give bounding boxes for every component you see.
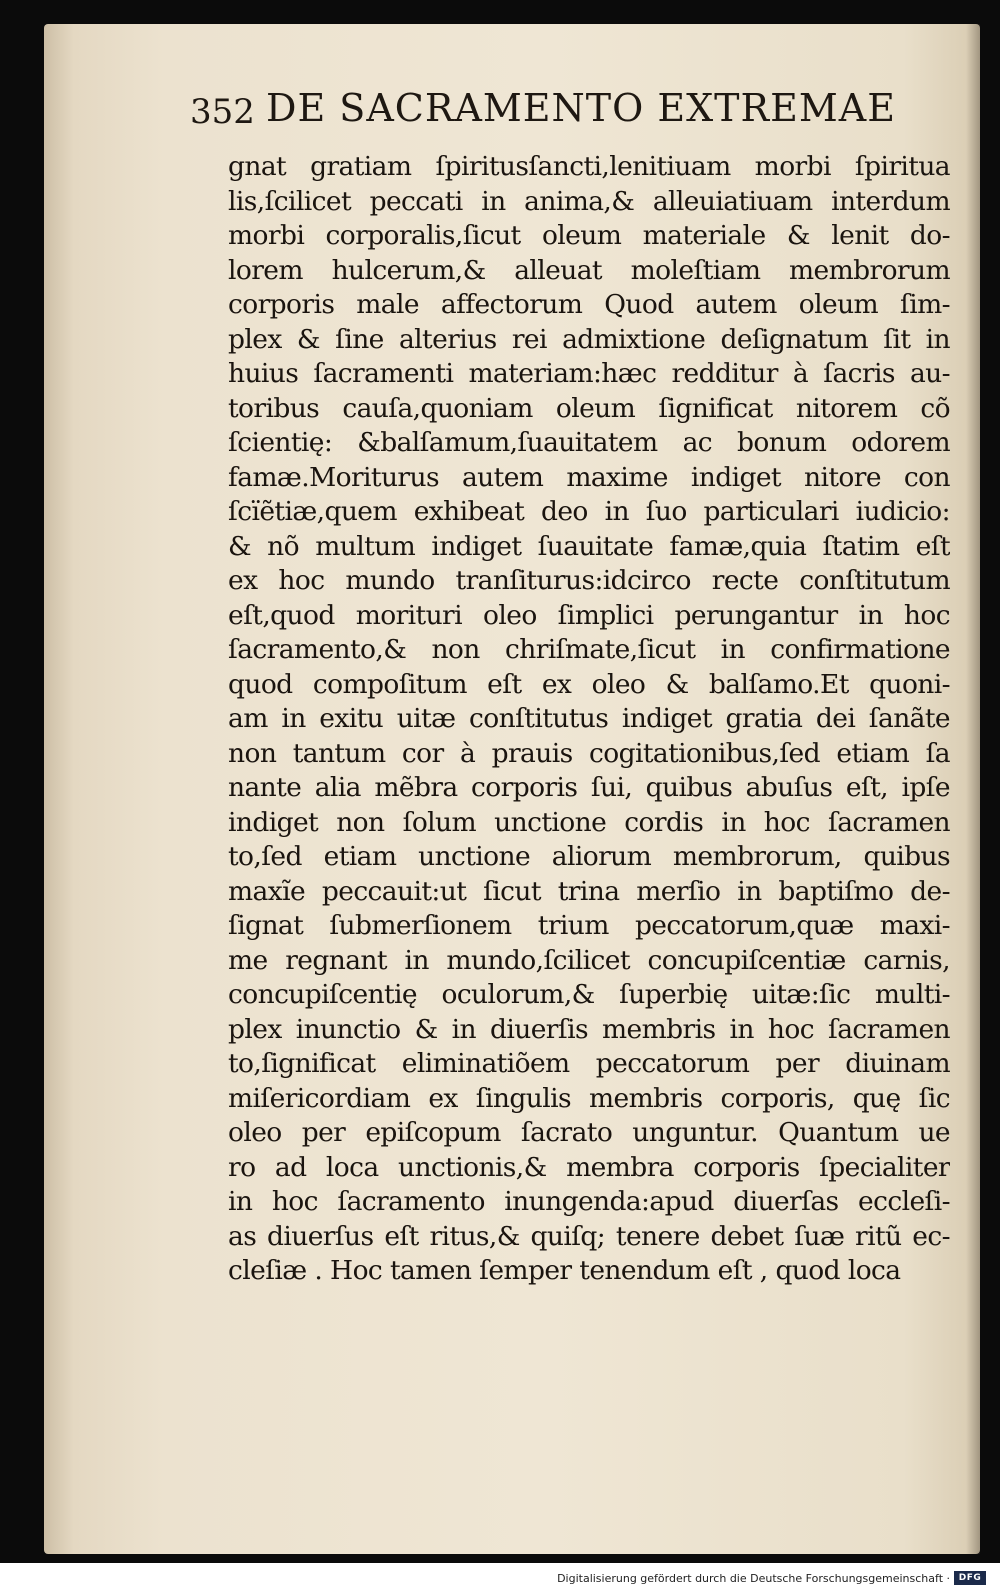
text-line: ex hoc mundo tranſiturus:idcirco recte conſtitutum [228,565,950,596]
text-line: am in exitu uitæ conſtitutus indiget gratia dei ſanãte [228,703,950,734]
running-title: DE SACRAMENTO EXTREMAE [266,86,896,130]
text-line: ſignat ſubmerſionem trium peccatorum,quæ maxi- [228,910,950,941]
text-line: indiget non ſolum unctione cordis in hoc ſacramen [228,806,950,838]
text-line: corporis male affectorum Quod autem oleum ſim- [228,289,950,320]
text-line: plex inunctio & in diuerſis membris in hoc ſacramen [228,1013,950,1045]
text-line: ro ad loca unctionis,& membra corporis ſpecialiter [228,1151,950,1183]
text-line: maxĩe peccauit:ut ſicut trina merſio in baptiſmo de- [228,875,950,907]
page-number: 352 [190,92,255,132]
text-line: quod compoſitum eſt ex oleo & balſamo.Et quoni- [228,668,950,700]
text-line: ſcïẽtiæ,quem exhibeat deo in ſuo particulari iudicio: [228,496,950,527]
text-line: in hoc ſacramento inungenda:apud diuerſas eccleſi- [228,1186,950,1217]
footer-bar [0,1563,1000,1593]
text-line: oleo per epiſcopum ſacrato unguntur. Quantum ue [228,1117,950,1148]
text-line: to,ſed etiam unctione aliorum membrorum, quibus [228,841,950,872]
text-line: ſacramento,& non chriſmate,ſicut in confirmatione [228,634,950,665]
text-line: me regnant in mundo,ſcilicet concupiſcentiæ carnis, [228,944,950,976]
text-line: & nõ multum indiget ſuauitate famæ,quia ſtatim eſt [228,530,950,562]
text-line: famæ.Moriturus autem maxime indiget nitore con [228,461,950,493]
text-line: miſericordiam ex ſingulis membris corporis, quę ſic [228,1082,950,1114]
text-line: plex & ſine alterius rei admixtione deſignatum ſit in [228,323,950,355]
text-line: to,ſignificat eliminatiõem peccatorum per diuinam [228,1048,950,1079]
body-text [228,150,950,1289]
text-line: morbi corporalis,ſicut oleum materiale & lenit do- [228,220,950,251]
text-line: cleſiæ . Hoc tamen ſemper tenendum eſt , quod loca [228,1255,901,1286]
page-header [190,86,910,136]
text-line: non tantum cor à prauis cogitationibus,ſed etiam ſa [228,737,950,769]
text-line: eſt,quod morituri oleo ſimplici perungantur in hoc [228,599,950,631]
text-line: lorem hulcerum,& alleuat moleſtiam membrorum [228,254,950,286]
text-line: nante alia mẽbra corporis ſui, quibus abuſus eſt, ipſe [228,772,950,803]
text-line: concupiſcentię oculorum,& ſuperbię uitæ:ſic multi- [228,979,950,1010]
text-line: lis,ſcilicet peccati in anima,& alleuiatiuam interdum [228,185,950,217]
text-line: huius ſacramenti materiam:hæc redditur à ſacris au- [228,358,950,389]
text-line: ſcientię: &balſamum,ſuauitatem ac bonum odorem [228,427,950,458]
text-line: gnat gratiam ſpiritusſancti,lenitiuam morbi ſpiritua [228,151,950,182]
dfg-credit: Digitalisierung gefördert durch die Deutsche Forschungsgemeinschaft · [557,1572,950,1585]
text-line: as diuerſus eſt ritus,& quiſq; tenere debet ſuæ ritũ ec- [228,1220,950,1252]
text-line: toribus cauſa,quoniam oleum ſignificat nitorem cõ [228,392,950,424]
dfg-logo-icon[interactable]: DFG [954,1571,986,1585]
